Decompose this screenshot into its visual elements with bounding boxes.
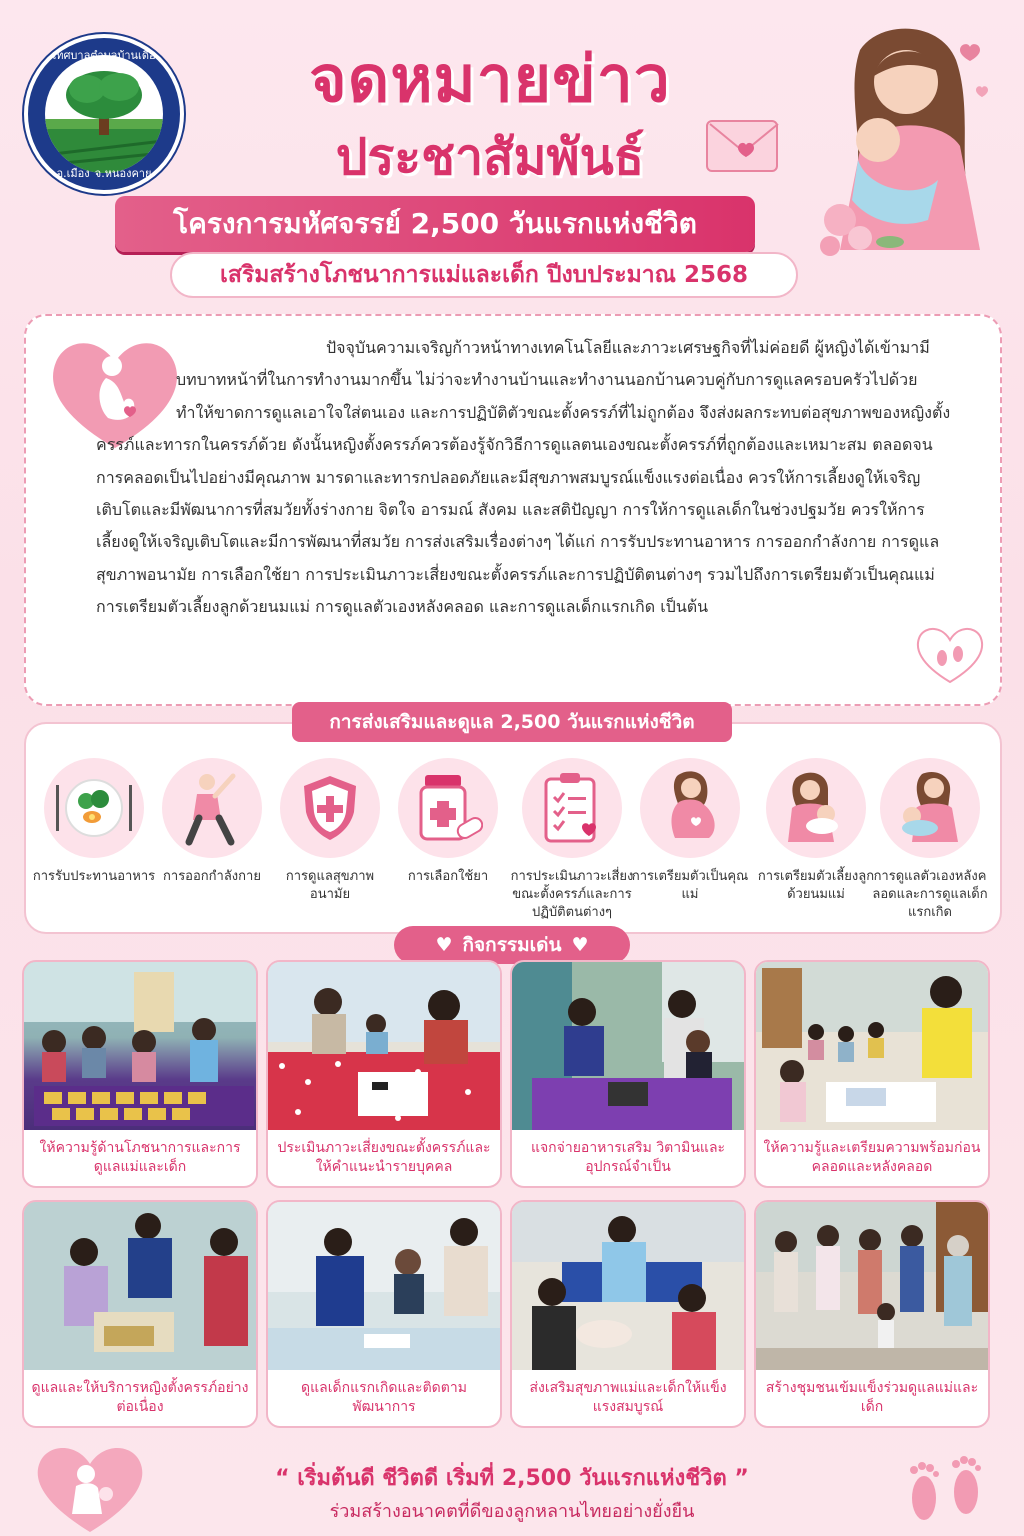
breastfeeding-icon [766,758,866,858]
promotion-box [24,722,1002,934]
activity-photo [268,962,500,1130]
activities-title-text: กิจกรรมเด่น [462,934,562,956]
promo-item-food [32,758,156,886]
activity-card [22,1200,258,1428]
promo-item-health [268,758,392,904]
activity-caption: ให้ความรู้และเตรียมความพร้อมก่อนคลอดและหลังคลอด [763,1140,981,1175]
activity-caption: ส่งเสริมสุขภาพแม่และเด็กให้แข็งแรงสมบูรณ์ [529,1380,727,1415]
activity-card [266,960,502,1188]
footer-quote: “ เริ่มต้นดี ชีวิตดี เริ่มที่ 2,500 วันแรกแห่งชีวิต ” [275,1466,749,1491]
activity-photo [512,962,744,1130]
main-title: จดหมายข่าว [309,43,671,117]
promo-label: การดูแลสุขภาพอนามัย [285,869,375,902]
activity-card [510,1200,746,1428]
health-shield-icon [280,758,380,858]
promo-label: การดูแลตัวเองหลังคลอดและการดูแลเด็กแรกเกิด [872,869,988,920]
footer-subtitle: ร่วมสร้างอนาคตที่ดีของลูกหลานไทยอย่างยั่งยืน [329,1501,695,1522]
activity-photo [24,1202,256,1370]
activity-photo [268,1202,500,1370]
activity-card [266,1200,502,1428]
heart-icon: ♥ [571,934,589,956]
tree-emblem [45,55,163,173]
baby-feet-icon [890,1448,1000,1528]
exercise-icon [162,758,262,858]
mother-child-heart-icon [30,1440,150,1536]
activity-card [754,1200,990,1428]
activity-photo [756,1202,988,1370]
promo-label: การเลือกใช้ยา [407,869,489,884]
checklist-icon [522,758,622,858]
activity-card [510,960,746,1188]
promo-label: การรับประทานอาหาร [32,869,156,884]
activity-caption: ดูแลเด็กแรกเกิดและติดตามพัฒนาการ [301,1380,467,1415]
promo-item-assessment [502,758,642,922]
activity-card [754,960,990,1188]
promo-label: การประเมินภาวะเสี่ยงขณะตั้งครรภ์และการปฏิบัติตนต่างๆ [510,869,634,920]
promo-item-postpartum [862,758,998,922]
municipality-logo [24,34,184,194]
promotion-title: การส่งเสริมและดูแล 2,500 วันแรกแห่งชีวิต [292,702,732,742]
activities-title [394,926,630,964]
intro-paragraph [96,332,956,624]
activity-card [22,960,258,1188]
pregnant-icon [640,758,740,858]
medicine-icon [398,758,498,858]
activity-caption: สร้างชุมชนเข้มแข็งร่วมดูแลแม่และเด็ก [765,1380,979,1415]
promo-label: การเตรียมตัวเลี้ยงลูกด้วยนมแม่ [757,869,875,902]
promo-item-medicine [386,758,510,886]
heart-icon: ♥ [435,934,453,956]
promo-label: การเตรียมตัวเป็นคุณแม่ [631,869,749,902]
logo-province: จ.หนองคาย [94,167,152,180]
mother-baby-illustration [800,20,1010,260]
activity-caption: ให้ความรู้ด้านโภชนาการและการดูแลแม่และเด็ก [39,1140,241,1175]
activity-caption: แจกจ่ายอาหารเสริม วิตามินและอุปกรณ์จำเป็น [530,1140,726,1175]
subproject-banner: เสริมสร้างโภชนาการแม่และเด็ก ปีงบประมาณ 2568 [170,252,798,298]
intro-box [24,314,1002,706]
promo-item-mother-prep [628,758,752,904]
logo-district: อ.เมือง [56,167,90,180]
activity-caption: ประเมินภาวะเสี่ยงขณะตั้งครรภ์และให้คำแนะนำรายบุคคล [277,1140,491,1175]
activity-photo [24,962,256,1130]
activity-caption: ดูแลและให้บริการหญิงตั้งครรภ์อย่างต่อเนื่อง [31,1380,249,1415]
logo-top-text: เทศบาลตำบลบ้านเดื่อ [52,49,156,62]
project-banner: โครงการมหัศจรรย์ 2,500 วันแรกแห่งชีวิต [115,196,755,252]
newborn-care-icon [880,758,980,858]
baby-feet-heart-icon [914,624,986,686]
activity-photo [756,962,988,1130]
food-plate-icon [44,758,144,858]
intro-text: ปัจจุบันความเจริญก้าวหน้าทางเทคโนโลยีและภาวะเศรษฐกิจที่ไม่ค่อยดี ผู้หญิงได้เข้ามามีบทบาทหน้าที่ในการทำงานมากขึ้น ไม่ว่าจะทำงานบ้านและทำงานนอกบ้านควบคู่กับการดูแลครอบครัวไปด้วย ทำให้ขาดการดูแลเอาใจใส่ตนเอง และการปฏิบัติตัวขณะตั้งครรภ์ที่ไม่ถูกต้อง จึงส่งผลกระทบต่อสุขภาพของหญิงตั้งครรภ์และทารกในครรภ์ด้วย ดังนั้นหญิงตั้งครรภ์ควรต้องรู้จักวิธีการดูแลตนเองขณะตั้งครรภ์ที่ถูกต้องและเหมาะสม ตลอดจนการคลอดเป็นไปอย่างมีคุณภาพ มารดาและทารกปลอดภัยและมีสุขภาพสมบูรณ์แข็งแรงต่อเนื่อง ควรให้การเลี้ยงดูให้เจริญเติบโตและมีพัฒนาการที่สมวัยทั้งร่างกาย จิตใจ อารมณ์ สังคม และสติปัญญา การให้การดูแลเด็กในช่วงปฐมวัย ควรให้การเลี้ยงดูให้เจริญเติบโตและมีการพัฒนาที่สมวัย การส่งเสริมเรื่องต่างๆ ได้แก่ การรับประทานอาหาร การออกกำลังกาย การดูแลสุขภาพอนามัย การเลือกใช้ยา การประเมินภาวะเสี่ยงขณะตั้งครรภ์และการปฏิบัติตนต่างๆ รวมไปถึงการเตรียมตัวเป็นคุณแม่ การเตรียมตัวเลี้ยงลูกด้วยนมแม่ การดูแลตัวเองหลังคลอด และการดูแลเด็กแรกเกิด เป็นต้น [96,338,951,617]
main-subtitle: ประชาสัมพันธ์ [335,128,645,186]
promo-label: การออกกำลังกาย [163,869,261,884]
activity-photo [512,1202,744,1370]
envelope-icon [706,120,778,172]
promo-item-exercise [150,758,274,886]
